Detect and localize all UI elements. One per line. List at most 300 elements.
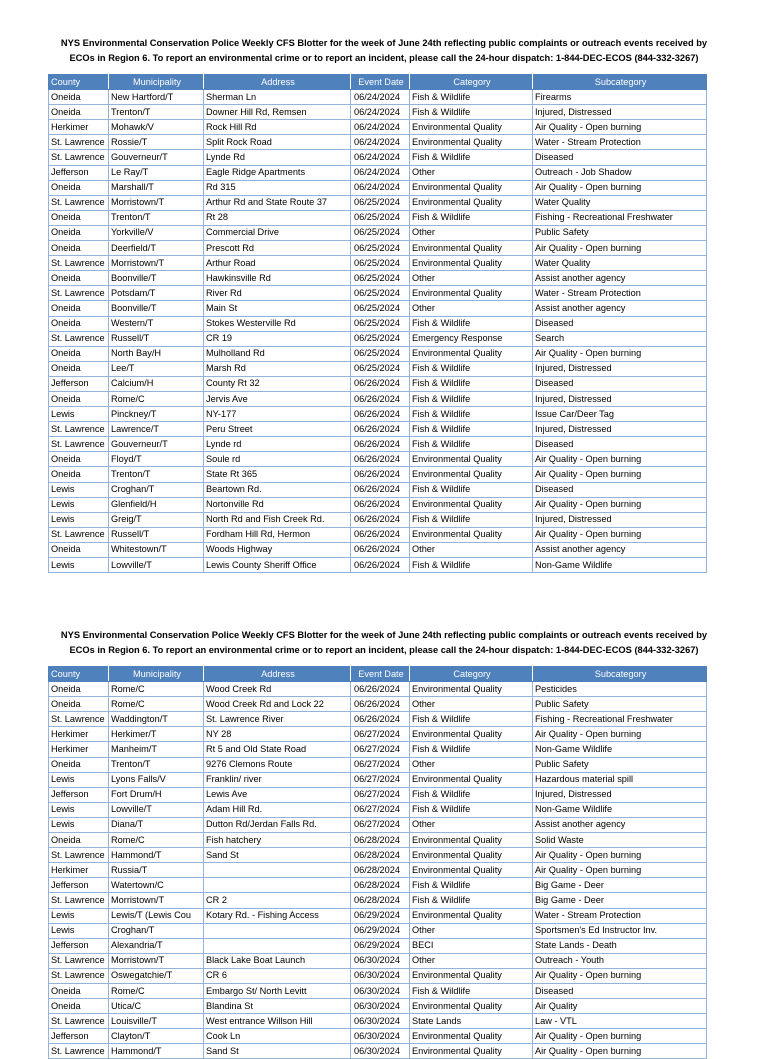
- cell-municipality: Deerfield/T: [109, 241, 204, 256]
- cell-category: Environmental Quality: [410, 833, 533, 848]
- table-row: [49, 817, 707, 832]
- cell-category: Other: [410, 225, 533, 240]
- cell-subcategory: Air Quality - Open burning: [533, 180, 707, 195]
- cell-address: Mulholland Rd: [204, 346, 351, 361]
- heading-line-2: ECOs in Region 6. To report an environmental crime or to report an incident, please call the 24-hour dispatch: 1-844-DEC-ECOS (844-332-3267): [69, 645, 699, 655]
- blotter-heading: [0, 628, 768, 658]
- heading-line-1: NYS Environmental Conservation Police Weekly CFS Blotter for the week of June 24th reflecting public complaints or outreach events received by: [60, 630, 708, 640]
- column-header-event-date: Event Date: [351, 667, 410, 682]
- cell-category: Environmental Quality: [410, 256, 533, 271]
- cell-category: Emergency Response: [410, 331, 533, 346]
- cell-county: Lewis: [49, 497, 109, 512]
- cell-county: Oneida: [49, 225, 109, 240]
- blotter-page-1: [0, 36, 768, 570]
- cell-subcategory: Air Quality - Open burning: [533, 863, 707, 878]
- table-row: [49, 422, 707, 437]
- cell-county: St. Lawrence: [49, 135, 109, 150]
- cell-municipality: Oswegatchie/T: [109, 968, 204, 983]
- cell-address: Marsh Rd: [204, 361, 351, 376]
- cell-county: St. Lawrence: [49, 422, 109, 437]
- cell-municipality: Gouverneur/T: [109, 437, 204, 452]
- cell-category: Fish & Wildlife: [410, 482, 533, 497]
- table-row: [49, 999, 707, 1014]
- cell-address: Hawkinsville Rd: [204, 271, 351, 286]
- table-row: [49, 286, 707, 301]
- cell-address: Kotary Rd. - Fishing Access: [204, 908, 351, 923]
- cell-municipality: Croghan/T: [109, 482, 204, 497]
- cell-event-date: 06/26/2024: [351, 697, 410, 712]
- cell-event-date: 06/25/2024: [351, 225, 410, 240]
- cell-subcategory: Injured, Distressed: [533, 422, 707, 437]
- cell-subcategory: Firearms: [533, 90, 707, 105]
- cell-municipality: Russell/T: [109, 527, 204, 542]
- cell-municipality: Rome/C: [109, 391, 204, 406]
- cell-event-date: 06/24/2024: [351, 180, 410, 195]
- table-row: [49, 742, 707, 757]
- cell-subcategory: Assist another agency: [533, 271, 707, 286]
- cell-event-date: 06/30/2024: [351, 953, 410, 968]
- table-row: [49, 512, 707, 527]
- cell-category: Fish & Wildlife: [410, 210, 533, 225]
- cell-subcategory: Fishing - Recreational Freshwater: [533, 210, 707, 225]
- blotter-heading: [0, 36, 768, 66]
- cell-municipality: Herkimer/T: [109, 727, 204, 742]
- cell-subcategory: Air Quality - Open burning: [533, 1044, 707, 1059]
- cell-subcategory: Air Quality - Open burning: [533, 467, 707, 482]
- cell-address: Franklin/ river: [204, 772, 351, 787]
- table-row: [49, 682, 707, 697]
- cell-subcategory: Issue Car/Deer Tag: [533, 407, 707, 422]
- cell-county: St. Lawrence: [49, 893, 109, 908]
- cell-municipality: Trenton/T: [109, 757, 204, 772]
- blotter-page-2: [0, 628, 768, 1056]
- cell-event-date: 06/25/2024: [351, 331, 410, 346]
- cell-municipality: Alexandria/T: [109, 938, 204, 953]
- cell-address: [204, 923, 351, 938]
- cell-county: St. Lawrence: [49, 195, 109, 210]
- cell-subcategory: Diseased: [533, 437, 707, 452]
- cell-address: Woods Highway: [204, 542, 351, 557]
- cell-event-date: 06/26/2024: [351, 482, 410, 497]
- cell-event-date: 06/30/2024: [351, 1014, 410, 1029]
- table-body: [49, 682, 707, 1059]
- cell-county: St. Lawrence: [49, 527, 109, 542]
- cell-municipality: Hammond/T: [109, 1044, 204, 1059]
- table-row: [49, 467, 707, 482]
- table-row: [49, 712, 707, 727]
- cell-municipality: Lawrence/T: [109, 422, 204, 437]
- cell-county: St. Lawrence: [49, 712, 109, 727]
- column-header-subcategory: Subcategory: [533, 667, 707, 682]
- cell-subcategory: Outreach - Job Shadow: [533, 165, 707, 180]
- cell-category: Fish & Wildlife: [410, 983, 533, 998]
- cell-address: Jervis Ave: [204, 391, 351, 406]
- cell-municipality: Russell/T: [109, 331, 204, 346]
- cell-municipality: Morristown/T: [109, 256, 204, 271]
- table-row: [49, 527, 707, 542]
- cell-category: Fish & Wildlife: [410, 512, 533, 527]
- cell-category: Environmental Quality: [410, 527, 533, 542]
- cell-category: Environmental Quality: [410, 908, 533, 923]
- blotter-table: [48, 666, 707, 1059]
- cell-address: CR 2: [204, 893, 351, 908]
- cell-municipality: North Bay/H: [109, 346, 204, 361]
- cell-subcategory: Diseased: [533, 482, 707, 497]
- cell-municipality: Gouverneur/T: [109, 150, 204, 165]
- cell-category: Environmental Quality: [410, 1044, 533, 1059]
- cell-county: Oneida: [49, 682, 109, 697]
- table-header-row: [49, 667, 707, 682]
- table-row: [49, 802, 707, 817]
- cell-event-date: 06/27/2024: [351, 742, 410, 757]
- cell-event-date: 06/25/2024: [351, 286, 410, 301]
- cell-event-date: 06/30/2024: [351, 1044, 410, 1059]
- table-row: [49, 893, 707, 908]
- cell-municipality: Floyd/T: [109, 452, 204, 467]
- cell-municipality: Fort Drum/H: [109, 787, 204, 802]
- cell-subcategory: State Lands - Death: [533, 938, 707, 953]
- cell-subcategory: Assist another agency: [533, 817, 707, 832]
- cell-municipality: Trenton/T: [109, 105, 204, 120]
- cell-county: Oneida: [49, 361, 109, 376]
- cell-event-date: 06/25/2024: [351, 210, 410, 225]
- cell-event-date: 06/27/2024: [351, 772, 410, 787]
- cell-category: Environmental Quality: [410, 135, 533, 150]
- cell-address: NY 28: [204, 727, 351, 742]
- cell-category: Environmental Quality: [410, 1029, 533, 1044]
- table-row: [49, 983, 707, 998]
- cell-subcategory: Injured, Distressed: [533, 361, 707, 376]
- cell-municipality: Waddington/T: [109, 712, 204, 727]
- cell-address: Wood Creek Rd: [204, 682, 351, 697]
- cell-category: Environmental Quality: [410, 120, 533, 135]
- cell-county: St. Lawrence: [49, 331, 109, 346]
- cell-municipality: Lee/T: [109, 361, 204, 376]
- cell-category: Environmental Quality: [410, 968, 533, 983]
- column-header-address: Address: [204, 667, 351, 682]
- cell-address: Blandina St: [204, 999, 351, 1014]
- cell-address: [204, 938, 351, 953]
- cell-subcategory: Injured, Distressed: [533, 105, 707, 120]
- cell-address: Adam Hill Rd.: [204, 802, 351, 817]
- table-row: [49, 727, 707, 742]
- cell-municipality: Pinckney/T: [109, 407, 204, 422]
- cell-category: Fish & Wildlife: [410, 391, 533, 406]
- cell-county: Jefferson: [49, 165, 109, 180]
- cell-event-date: 06/26/2024: [351, 376, 410, 391]
- cell-subcategory: Sportsmen's Ed Instructor Inv.: [533, 923, 707, 938]
- cell-address: Rt 5 and Old State Road: [204, 742, 351, 757]
- cell-event-date: 06/26/2024: [351, 682, 410, 697]
- cell-event-date: 06/29/2024: [351, 938, 410, 953]
- heading-line-1: NYS Environmental Conservation Police Weekly CFS Blotter for the week of June 24th reflecting public complaints or outreach events received by: [60, 38, 708, 48]
- cell-category: Environmental Quality: [410, 346, 533, 361]
- cell-category: Fish & Wildlife: [410, 878, 533, 893]
- cell-municipality: Rossie/T: [109, 135, 204, 150]
- cell-municipality: Morristown/T: [109, 893, 204, 908]
- table-row: [49, 165, 707, 180]
- cell-county: St. Lawrence: [49, 1014, 109, 1029]
- cell-event-date: 06/29/2024: [351, 923, 410, 938]
- cell-address: Peru Street: [204, 422, 351, 437]
- cell-event-date: 06/25/2024: [351, 346, 410, 361]
- cell-subcategory: Public Safety: [533, 757, 707, 772]
- cell-address: 9276 Clemons Route: [204, 757, 351, 772]
- table-row: [49, 938, 707, 953]
- cell-category: State Lands: [410, 1014, 533, 1029]
- cell-category: Fish & Wildlife: [410, 422, 533, 437]
- cell-county: Oneida: [49, 241, 109, 256]
- table-row: [49, 316, 707, 331]
- cell-event-date: 06/24/2024: [351, 120, 410, 135]
- cell-municipality: Manheim/T: [109, 742, 204, 757]
- cell-category: Fish & Wildlife: [410, 742, 533, 757]
- cell-municipality: Trenton/T: [109, 210, 204, 225]
- cell-county: Jefferson: [49, 376, 109, 391]
- table-row: [49, 968, 707, 983]
- cell-event-date: 06/27/2024: [351, 802, 410, 817]
- cell-county: Oneida: [49, 391, 109, 406]
- cell-county: Herkimer: [49, 727, 109, 742]
- table-row: [49, 407, 707, 422]
- cell-event-date: 06/24/2024: [351, 105, 410, 120]
- cell-county: Oneida: [49, 542, 109, 557]
- cell-category: Fish & Wildlife: [410, 361, 533, 376]
- cell-address: [204, 878, 351, 893]
- table-row: [49, 331, 707, 346]
- cell-category: Fish & Wildlife: [410, 437, 533, 452]
- cell-county: Jefferson: [49, 1029, 109, 1044]
- table-row: [49, 863, 707, 878]
- column-header-county: County: [49, 75, 109, 90]
- cell-event-date: 06/26/2024: [351, 558, 410, 573]
- cell-county: Oneida: [49, 983, 109, 998]
- table-row: [49, 923, 707, 938]
- cell-category: Fish & Wildlife: [410, 712, 533, 727]
- cell-subcategory: Injured, Distressed: [533, 512, 707, 527]
- cell-subcategory: Public Safety: [533, 697, 707, 712]
- cell-event-date: 06/24/2024: [351, 135, 410, 150]
- cell-subcategory: Water - Stream Protection: [533, 135, 707, 150]
- blotter-table: [48, 74, 707, 573]
- cell-event-date: 06/25/2024: [351, 256, 410, 271]
- table-row: [49, 482, 707, 497]
- cell-category: Other: [410, 757, 533, 772]
- cell-subcategory: Non-Game Wildlife: [533, 558, 707, 573]
- cell-address: Arthur Road: [204, 256, 351, 271]
- cell-category: Environmental Quality: [410, 180, 533, 195]
- column-header-municipality: Municipality: [109, 75, 204, 90]
- cell-address: NY-177: [204, 407, 351, 422]
- column-header-category: Category: [410, 667, 533, 682]
- cell-address: Nortonville Rd: [204, 497, 351, 512]
- cell-event-date: 06/28/2024: [351, 863, 410, 878]
- cell-county: St. Lawrence: [49, 286, 109, 301]
- table-row: [49, 757, 707, 772]
- cell-category: Other: [410, 301, 533, 316]
- cell-municipality: Boonville/T: [109, 271, 204, 286]
- table-row: [49, 241, 707, 256]
- cell-subcategory: Diseased: [533, 983, 707, 998]
- cell-municipality: Lowville/T: [109, 558, 204, 573]
- table-row: [49, 908, 707, 923]
- cell-county: Oneida: [49, 105, 109, 120]
- cell-municipality: Le Ray/T: [109, 165, 204, 180]
- cell-municipality: Utica/C: [109, 999, 204, 1014]
- table-row: [49, 772, 707, 787]
- cell-subcategory: Water - Stream Protection: [533, 286, 707, 301]
- table-row: [49, 1029, 707, 1044]
- column-header-municipality: Municipality: [109, 667, 204, 682]
- cell-subcategory: Air Quality - Open burning: [533, 968, 707, 983]
- cell-event-date: 06/25/2024: [351, 301, 410, 316]
- cell-county: Lewis: [49, 908, 109, 923]
- cell-county: Herkimer: [49, 863, 109, 878]
- cell-event-date: 06/28/2024: [351, 893, 410, 908]
- cell-county: Lewis: [49, 772, 109, 787]
- cell-category: Environmental Quality: [410, 497, 533, 512]
- cell-municipality: Lewis/T (Lewis Cou: [109, 908, 204, 923]
- cell-event-date: 06/26/2024: [351, 407, 410, 422]
- cell-address: Lynde Rd: [204, 150, 351, 165]
- table-row: [49, 542, 707, 557]
- cell-event-date: 06/25/2024: [351, 271, 410, 286]
- cell-subcategory: Outreach - Youth: [533, 953, 707, 968]
- column-header-subcategory: Subcategory: [533, 75, 707, 90]
- table-row: [49, 1014, 707, 1029]
- table-row: [49, 256, 707, 271]
- cell-address: Commercial Drive: [204, 225, 351, 240]
- table-row: [49, 225, 707, 240]
- cell-county: St. Lawrence: [49, 1044, 109, 1059]
- cell-address: Black Lake Boat Launch: [204, 953, 351, 968]
- cell-event-date: 06/27/2024: [351, 787, 410, 802]
- cell-county: Oneida: [49, 316, 109, 331]
- cell-category: Environmental Quality: [410, 195, 533, 210]
- cell-address: St. Lawrence River: [204, 712, 351, 727]
- cell-address: Fish hatchery: [204, 833, 351, 848]
- table-header-row: [49, 75, 707, 90]
- cell-subcategory: Air Quality - Open burning: [533, 527, 707, 542]
- cell-subcategory: Diseased: [533, 376, 707, 391]
- cell-subcategory: Assist another agency: [533, 542, 707, 557]
- cell-municipality: Rome/C: [109, 697, 204, 712]
- cell-municipality: Clayton/T: [109, 1029, 204, 1044]
- cell-county: Lewis: [49, 558, 109, 573]
- cell-county: Lewis: [49, 817, 109, 832]
- cell-municipality: Rome/C: [109, 833, 204, 848]
- table-body: [49, 90, 707, 573]
- cell-category: Fish & Wildlife: [410, 787, 533, 802]
- cell-subcategory: Water Quality: [533, 195, 707, 210]
- cell-subcategory: Big Game - Deer: [533, 893, 707, 908]
- cell-event-date: 06/26/2024: [351, 422, 410, 437]
- table-row: [49, 90, 707, 105]
- cell-category: Environmental Quality: [410, 727, 533, 742]
- table-row: [49, 437, 707, 452]
- cell-municipality: Watertown/C: [109, 878, 204, 893]
- table-row: [49, 1044, 707, 1059]
- cell-county: Oneida: [49, 999, 109, 1014]
- cell-event-date: 06/29/2024: [351, 908, 410, 923]
- cell-category: Other: [410, 697, 533, 712]
- cell-subcategory: Assist another agency: [533, 301, 707, 316]
- cell-subcategory: Diseased: [533, 150, 707, 165]
- cell-category: BECI: [410, 938, 533, 953]
- cell-event-date: 06/24/2024: [351, 165, 410, 180]
- cell-municipality: Croghan/T: [109, 923, 204, 938]
- table-row: [49, 210, 707, 225]
- cell-county: St. Lawrence: [49, 848, 109, 863]
- cell-county: Oneida: [49, 90, 109, 105]
- cell-address: Dutton Rd/Jerdan Falls Rd.: [204, 817, 351, 832]
- column-header-event-date: Event Date: [351, 75, 410, 90]
- cell-subcategory: Fishing - Recreational Freshwater: [533, 712, 707, 727]
- cell-municipality: Western/T: [109, 316, 204, 331]
- cell-category: Other: [410, 817, 533, 832]
- cell-subcategory: Injured, Distressed: [533, 391, 707, 406]
- cell-municipality: Boonville/T: [109, 301, 204, 316]
- cell-event-date: 06/30/2024: [351, 983, 410, 998]
- cell-address: Embargo St/ North Levitt: [204, 983, 351, 998]
- cell-event-date: 06/26/2024: [351, 467, 410, 482]
- cell-subcategory: Air Quality - Open burning: [533, 452, 707, 467]
- cell-subcategory: Solid Waste: [533, 833, 707, 848]
- cell-county: Herkimer: [49, 120, 109, 135]
- cell-address: North Rd and Fish Creek Rd.: [204, 512, 351, 527]
- cell-category: Fish & Wildlife: [410, 316, 533, 331]
- table-row: [49, 150, 707, 165]
- cell-address: CR 19: [204, 331, 351, 346]
- cell-municipality: Glenfield/H: [109, 497, 204, 512]
- column-header-address: Address: [204, 75, 351, 90]
- cell-address: Rock Hill Rd: [204, 120, 351, 135]
- cell-event-date: 06/30/2024: [351, 968, 410, 983]
- cell-municipality: Calcium/H: [109, 376, 204, 391]
- cell-category: Fish & Wildlife: [410, 376, 533, 391]
- cell-subcategory: Air Quality - Open burning: [533, 1029, 707, 1044]
- cell-event-date: 06/26/2024: [351, 542, 410, 557]
- cell-category: Environmental Quality: [410, 772, 533, 787]
- cell-category: Other: [410, 542, 533, 557]
- cell-municipality: Morristown/T: [109, 195, 204, 210]
- cell-county: Lewis: [49, 512, 109, 527]
- cell-category: Fish & Wildlife: [410, 105, 533, 120]
- table-row: [49, 953, 707, 968]
- cell-subcategory: Air Quality - Open burning: [533, 848, 707, 863]
- cell-category: Other: [410, 271, 533, 286]
- cell-municipality: Potsdam/T: [109, 286, 204, 301]
- cell-category: Other: [410, 923, 533, 938]
- cell-subcategory: Air Quality: [533, 999, 707, 1014]
- cell-event-date: 06/25/2024: [351, 195, 410, 210]
- cell-event-date: 06/26/2024: [351, 437, 410, 452]
- cell-county: Oneida: [49, 757, 109, 772]
- cell-county: Oneida: [49, 301, 109, 316]
- cell-municipality: Rome/C: [109, 682, 204, 697]
- table-row: [49, 558, 707, 573]
- cell-category: Fish & Wildlife: [410, 802, 533, 817]
- table-row: [49, 833, 707, 848]
- cell-county: Oneida: [49, 180, 109, 195]
- cell-address: Stokes Westerville Rd: [204, 316, 351, 331]
- cell-address: Lewis County Sheriff Office: [204, 558, 351, 573]
- cell-county: Jefferson: [49, 938, 109, 953]
- cell-event-date: 06/30/2024: [351, 999, 410, 1014]
- cell-event-date: 06/25/2024: [351, 361, 410, 376]
- cell-county: Oneida: [49, 210, 109, 225]
- cell-address: Sand St: [204, 848, 351, 863]
